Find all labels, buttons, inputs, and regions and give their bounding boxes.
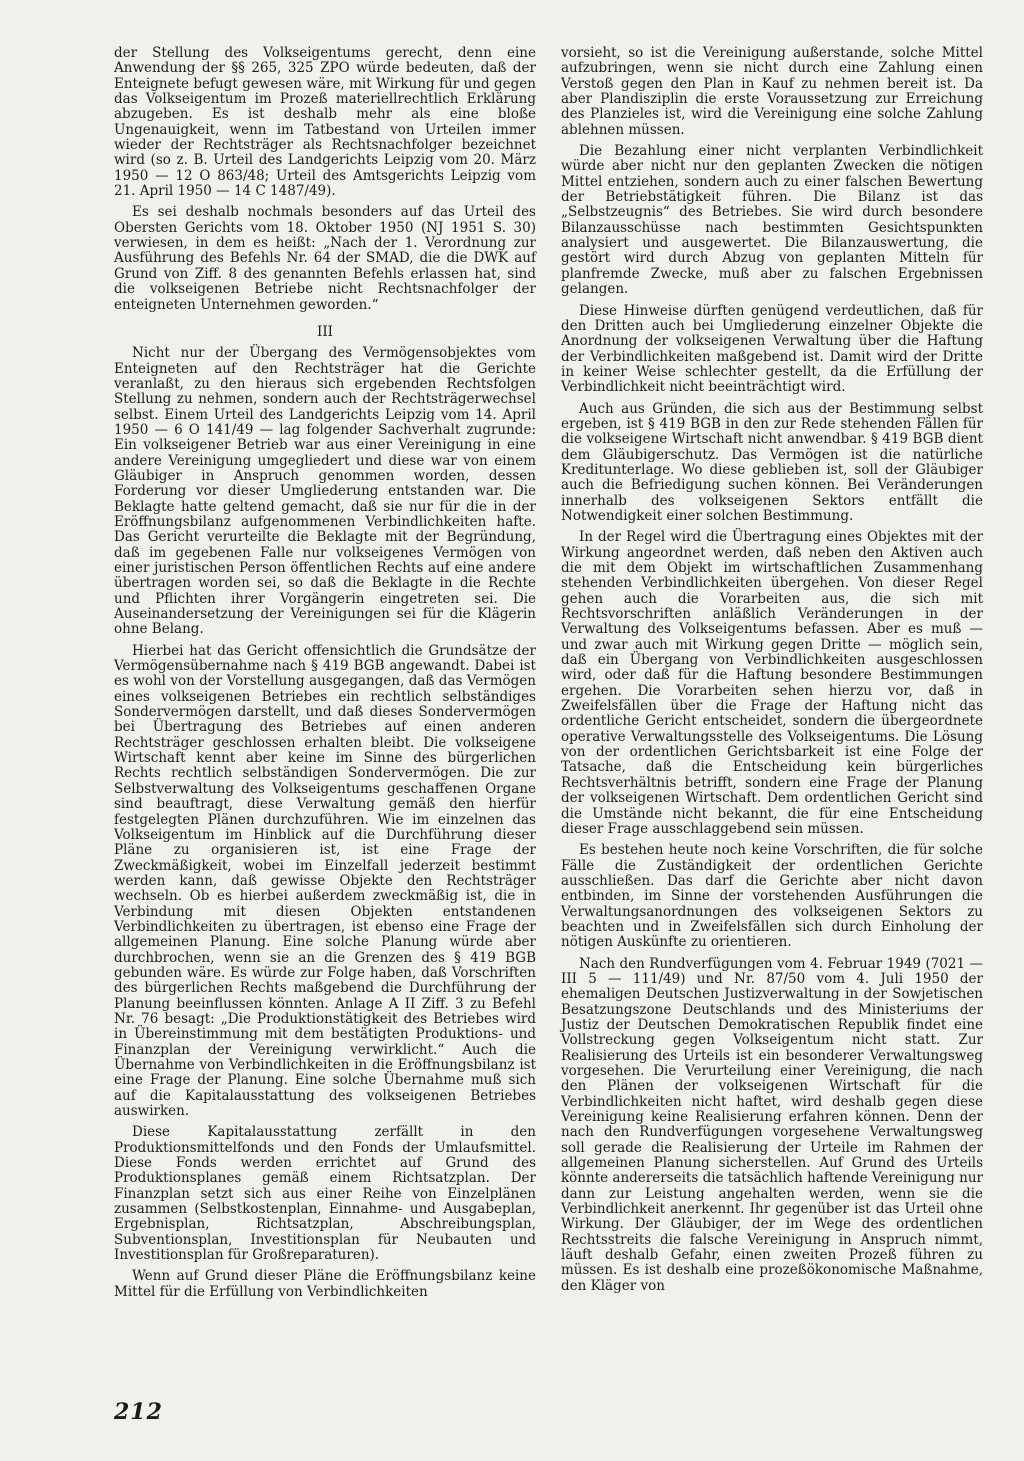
left-column [114, 46, 536, 1306]
left-paragraph-5: Diese Kapitalausstattung zerfällt in den Produktionsmittelfonds und den Fonds der Umlaufsmittel. Diese Fonds werden errichtet auf Grund des Produktionsplanes gemäß einem Richtsatzplan. Der Finanzplan setzt sich aus einer Reihe von Einzelplänen zusammen (Selbstkostenplan, Einnahme- und Ausgabeplan, Ergebnisplan, Richtsatzplan, Abschreibungsplan, Subventionsplan, Investitionsplan für Neubauten und Investitionsplan für Großreparaturen). [114, 1124, 536, 1264]
right-column [561, 46, 983, 1300]
left-paragraph-4: Hierbei hat das Gericht offensichtlich die Grundsätze der Vermögensübernahme nach § 419 BGB angewandt. Dabei ist es wohl von der Vorstellung ausgegangen, daß das Vermögen eines volkseigenen Betriebes ein rechtlich selbständiges Sondervermögen darstellt, und daß dieses Sondervermögen bei Übertragung des Betriebes auf einen anderen Rechtsträger geschlossen erhalten bleibt. Die volkseigene Wirtschaft kennt aber keine im Sinne des bürgerlichen Rechts rechtlich selbständigen Sondervermögen. Die zur Selbstverwaltung des Volkseigentums geschaffenen Organe sind beauftragt, diese Verwaltung gemäß den hierfür festgelegten Plänen durchzuführen. Wie im einzelnen das Volkseigentum im Hinblick auf die Durchführung dieser Pläne zu organisieren ist, ist eine Frage der Zweckmäßigkeit, wobei im Einzelfall jederzeit bestimmt werden kann, daß gewisse Objekte den Rechtsträger wechseln. Ob es hierbei außerdem zweckmäßig ist, die in Verbindung mit diesen Objekten entstandenen Verbindlichkeiten zu übertragen, ist ebenso eine Frage der allgemeinen Planung. Eine solche Planung würde aber durchbrochen, wenn sie an die Grenzen des § 419 BGB gebunden wäre. Es würde zur Folge haben, daß Vorschriften des bürgerlichen Rechts maßgebend die Durchführung der Planung beeinflussen könnten. Anlage A II Ziff. 3 zu Befehl Nr. 76 besagt: „Die Produktionstätigkeit des Betriebes wird in Übereinstimmung mit dem bestätigten Produktions- und Finanzplan der Vereinigung verwirklicht.“ Auch die Übernahme von Verbindlichkeiten in die Eröffnungsbilanz ist eine Frage der Planung. Eine solche Übernahme muß sich auf die Kapitalausstattung des volkseigenen Betriebes auswirken. [114, 642, 536, 1120]
left-paragraph-3: Nicht nur der Übergang des Vermögensobjektes vom Enteigneten auf den Rechtsträger hat die Gerichte veranlaßt, zu den hieraus sich ergebenden Rechtsfolgen Stellung zu nehmen, sondern auch der Rechtsträgerwechsel selbst. Einem Urteil des Landgerichts Leipzig vom 14. April 1950 — 6 O 141/49 — lag folgender Sachverhalt zugrunde: Ein volkseigener Betrieb war aus einer Vereinigung in eine andere Vereinigung umgegliedert und diese war von einem Gläubiger in Anspruch genommen worden, dessen Forderung vor dieser Umgliederung entstanden war. Die Beklagte hatte geltend gemacht, daß sie nur für die in der Eröffnungsbilanz aufgenommenen Verbindlichkeiten hafte. Das Gericht verurteilte die Beklagte mit der Begründung, daß im gegebenen Falle nur volkseigenes Vermögen von einer juristischen Person öffentlichen Rechts auf eine andere übertragen worden sei, so daß die Beklagte in die Rechte und Pflichten ihrer Vorgängerin eingetreten sei. Die Auseinandersetzung der Vereinigungen sei für die Klägerin ohne Belang. [114, 345, 536, 638]
page-number: 212 [114, 1399, 163, 1425]
left-paragraph-2: Es sei deshalb nochmals besonders auf das Urteil des Obersten Gerichts vom 18. Oktober 1950 (NJ 1951 S. 30) verwiesen, in dem es heißt: „Nach der 1. Verordnung zur Ausführung des Befehls Nr. 64 der SMAD, die die DWK auf Grund von Ziff. 8 des genannten Befehls erlassen hat, sind die volkseigenen Betriebe nicht Rechtsnachfolger der enteigneten Unternehmen geworden.“ [114, 204, 536, 313]
section-heading: III [317, 323, 333, 340]
right-paragraph-7: Nach den Rundverfügungen vom 4. Februar 1949 (7021 — III 5 — 111/49) und Nr. 87/50 vom 4. Juli 1950 der ehemaligen Deutschen Justizverwaltung in der Sowjetischen Besatzungszone Deutschlands und des Ministeriums der Justiz der Deutschen Demokratischen Republik findet eine Vollstreckung gegen Volkseigentum nicht statt. Zur Realisierung des Urteils ist ein besonderer Verwaltungsweg vorgesehen. Die Verurteilung einer Vereinigung, die nach den Plänen der volkseigenen Wirtschaft für die Verbindlichkeiten nicht haftet, wird deshalb gegen diese Vereinigung keine Realisierung erfahren können. Denn der nach den Rundverfügungen vorgesehene Verwaltungsweg soll gerade die Realisierung der Urteile im Rahmen der allgemeinen Planung sicherstellen. Auf Grund des Urteils könnte andererseits die tatsächlich haftende Vereinigung nur dann zur Leistung angehalten werden, wenn sie die Verbindlichkeit anerkennt. Ihr gegenüber ist das Urteil ohne Wirkung. Der Gläubiger, der im Wege des ordentlichen Rechtsstreits die falsche Vereinigung in Anspruch nimmt, läuft deshalb Gefahr, einen zweiten Prozeß führen zu müssen. Es ist deshalb eine prozeßökonomische Maßnahme, den Kläger von [561, 955, 983, 1294]
right-paragraph-5: In der Regel wird die Übertragung eines Objektes mit der Wirkung angeordnet werden, daß neben den Aktiven auch die mit dem Objekt im wirtschaftlichen Zusammenhang stehenden Verbindlichkeiten übergehen. Von dieser Regel gehen auch die Vorarbeiten aus, die sich mit Rechtsvorschriften anläßlich Veränderungen in der Verwaltung des Volkseigentums befassen. Aber es muß — und zwar auch mit Wirkung gegen Dritte — möglich sein, daß ein Übergang von Verbindlichkeiten ausgeschlossen wird, oder daß für die Haftung besondere Bestimmungen ergehen. Die Vorarbeiten sehen hierzu vor, daß in Zweifelsfällen über die Frage der Haftung nicht das ordentliche Gericht entscheidet, sondern die übergeordnete operative Verwaltungsstelle des Volkseigentums. Die Lösung von der ordentlichen Gerichtsbarkeit ist eine Folge der Tatsache, daß die Entscheidung kein bürgerliches Rechtsverhältnis betrifft, sondern eine Frage der Planung der volkseigenen Wirtschaft. Dem ordentlichen Gericht sind die Umstände nicht bekannt, die für eine Entscheidung dieser Frage ausschlaggebend sein müssen. [561, 529, 983, 837]
left-paragraph-6: Wenn auf Grund dieser Pläne die Eröffnungsbilanz keine Mittel für die Erfüllung von Verbindlichkeiten [114, 1268, 536, 1300]
left-paragraph-1: der Stellung des Volkseigentums gerecht, denn eine Anwendung der §§ 265, 325 ZPO würde bedeuten, daß der Enteignete befugt gewesen wäre, mit Wirkung für und gegen das Volkseigentum im Prozeß materiellrechtlich Erklärung abzugeben. Es ist deshalb mehr als eine bloße Ungenauigkeit, wenn im Tatbestand von Urteilen immer wieder der Rechtsträger als Rechtsnachfolger bezeichnet wird (so z. B. Urteil des Landgerichts Leipzig vom 20. März 1950 — 12 O 863/48; Urteil des Amtsgerichts Leipzig vom 21. April 1950 — 14 C 1487/49). [114, 45, 536, 200]
right-paragraph-2: Die Bezahlung einer nicht verplanten Verbindlichkeit würde aber nicht nur den geplanten Zwecken die nötigen Mittel entziehen, sondern auch zu einer falschen Bewertung der Betriebstätigkeit führen. Die Bilanz ist das „Selbstzeugnis“ des Betriebes. Sie wird durch besondere Bilanzausschüsse nach bestimmten Gesichtspunkten analysiert und ausgewertet. Die Bilanzauswertung, die gestört wird durch Abzug von geplanten Mitteln für planfremde Zwecke, muß aber zu falschen Ergebnissen gelangen. [561, 143, 983, 298]
right-paragraph-6: Es bestehen heute noch keine Vorschriften, die für solche Fälle die Zuständigkeit der ordentlichen Gerichte ausschließen. Das darf die Gerichte aber nicht davon entbinden, im Sinne der vorstehenden Ausführungen die Verwaltungsanordnungen des volkseigenen Sektors zu beachten und in Zweifelsfällen sich durch Einholung der nötigen Auskünfte zu orientieren. [561, 842, 983, 951]
right-paragraph-1: vorsieht, so ist die Vereinigung außerstande, solche Mittel aufzubringen, wenn sie nicht durch eine Zahlung einen Verstoß gegen den Plan in Kauf zu nehmen bereit ist. Da aber Plandisziplin die erste Voraussetzung zur Erreichung des Planzieles ist, wird die Vereinigung eine solche Zahlung ablehnen müssen. [561, 45, 983, 138]
right-paragraph-3: Diese Hinweise dürften genügend verdeutlichen, daß für den Dritten auch bei Umgliederung einzelner Objekte die Anordnung der volkseigenen Verwaltung über die Haftung der Verbindlichkeiten maßgebend ist. Damit wird der Dritte in keiner Weise schlechter gestellt, da die Erfüllung der Verbindlichkeit nicht beeinträchtigt wird. [561, 302, 983, 396]
right-paragraph-4: Auch aus Gründen, die sich aus der Bestimmung selbst ergeben, ist § 419 BGB in den zur Rede stehenden Fällen für die volkseigene Wirtschaft nicht anwendbar. § 419 BGB dient dem Gläubigerschutz. Das Vermögen ist die natürliche Kreditunterlage. Wo diese geblieben ist, soll der Gläubiger auch die Befriedigung suchen können. Bei Veränderungen innerhalb des volkseigenen Sektors entfällt die Notwendigkeit einer solchen Bestimmung. [561, 400, 983, 524]
